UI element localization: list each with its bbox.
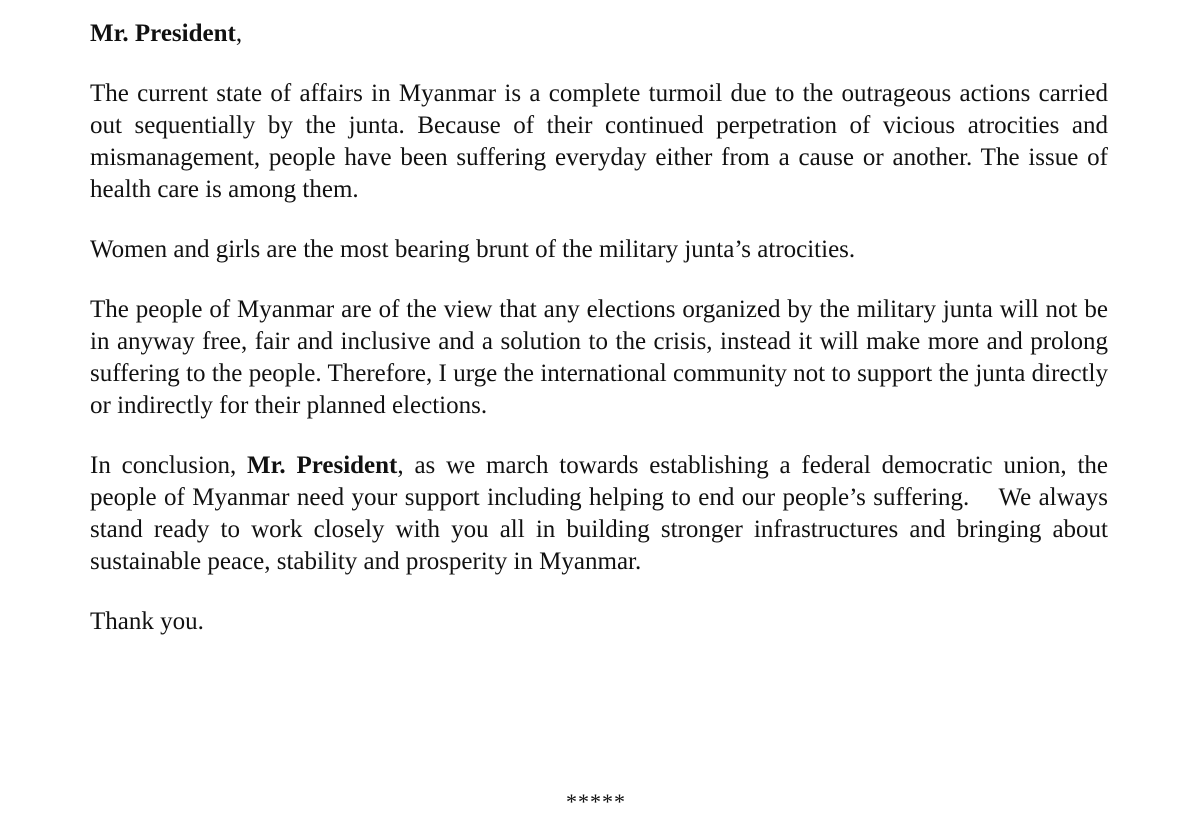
salutation-punctuation: , <box>235 20 243 47</box>
conclusion-intro: In conclusion, <box>90 452 248 479</box>
paragraph-women-and-girls: Women and girls are the most bearing brunt of the military junta’s atrocities. <box>90 236 856 263</box>
salutation-name: Mr. President <box>90 20 236 47</box>
salutation <box>90 18 1108 50</box>
speech-document <box>90 18 1115 638</box>
paragraph-current-state: The current state of affairs in Myanmar is a complete turmoil due to the outrageous actions carried out sequentially by the junta. Because of their continued perpetration of vicious atrocities and mismanagement, people have been suffering everyday either from a cause or another. The issue of health care is among them. <box>90 80 1108 203</box>
paragraph-conclusion <box>90 450 1115 578</box>
closing-thank-you: Thank you. <box>90 608 204 635</box>
conclusion-body: , as we march towards establishing a federal democratic union, the people of Myanmar need your support including helping to end our people’s suffering. We always stand ready to work closely with you all in building stronger infrastructures and bringing about sustainable peace, stability and prosperity in Myanmar. <box>90 452 1115 575</box>
paragraph-elections: The people of Myanmar are of the view that any elections organized by the military junta will not be in anyway free, fair and inclusive and a solution to the crisis, instead it will make more and prolong suffering to the people. Therefore, I urge the international community not to support the junta directly or indirectly for their planned elections. <box>90 296 1108 419</box>
conclusion-addressee: Mr. President <box>247 452 398 479</box>
end-of-document-mark: ***** <box>566 789 626 814</box>
